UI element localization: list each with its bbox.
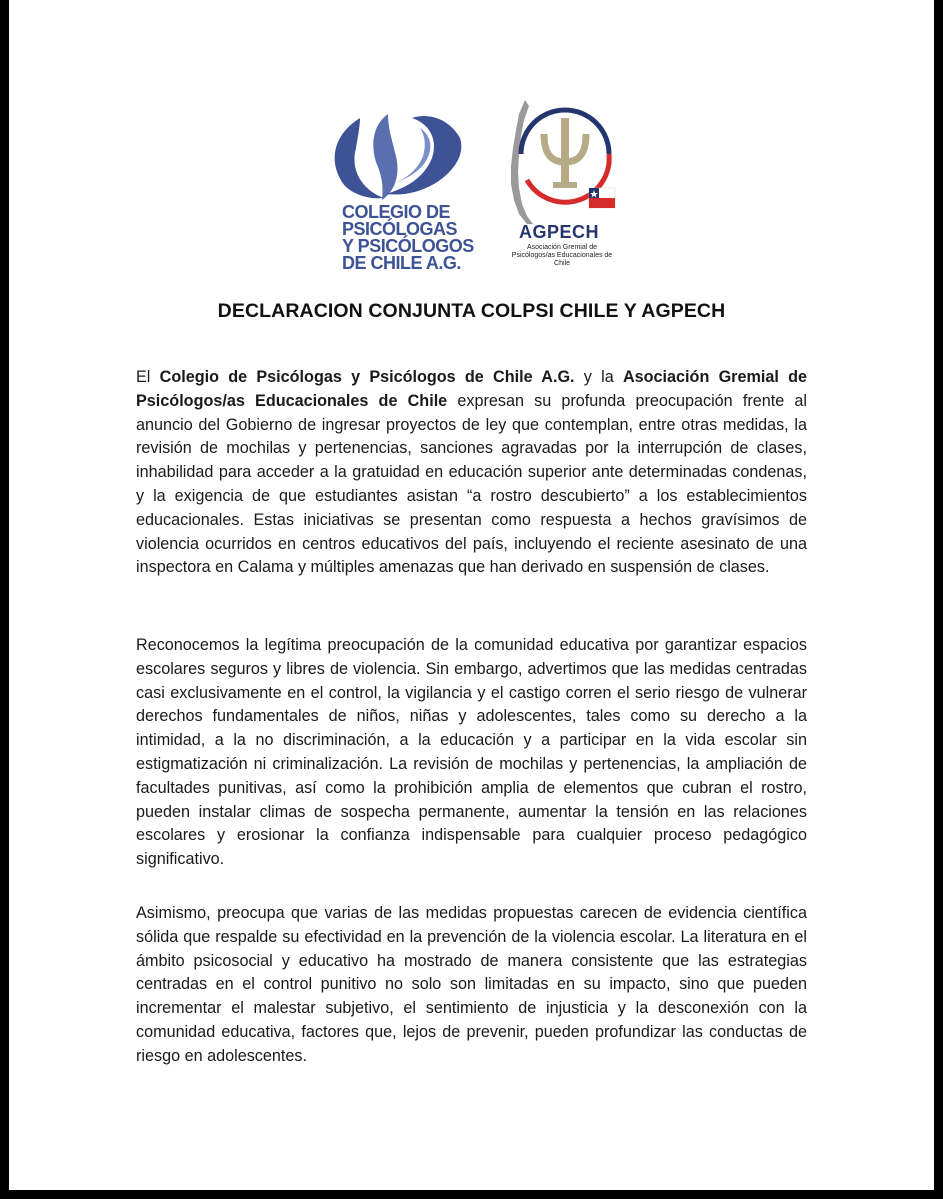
paragraph-1-intro: El bbox=[136, 368, 160, 386]
agpech-subtitle-line-1: Asociación Gremial de bbox=[526, 244, 598, 251]
agpech-logo bbox=[497, 96, 627, 276]
paragraph-1-org-agpech: Asociación Gremial de Psicólogos/as Educacionales de Chile bbox=[136, 368, 807, 410]
colegio-name-line-2: PSICÓLOGAS bbox=[342, 219, 458, 239]
psi-swoosh-icon bbox=[326, 108, 466, 208]
agpech-subtitle bbox=[497, 244, 627, 268]
colegio-name bbox=[342, 204, 474, 272]
paragraph-3: Asimismo, preocupa que varias de las medidas propuestas carecen de evidencia científica sólida que respalde su efectividad en la prevención de la violencia escolar. La literatura en el ámbito psicosocial y educativo ha mostrado de manera consistente que las estrategias centradas en el control punitivo no solo son limitadas en su impacto, sino que pueden incrementar el malestar subjetivo, el sentimiento de injusticia y la desconexión con la comunidad educativa, factores que, lejos de prevenir, pueden profundizar las conductas de riesgo en adolescentes. bbox=[136, 904, 807, 1065]
paragraph-2: Reconocemos la legítima preocupación de la comunidad educativa por garantizar espacios escolares seguros y libres de violencia. Sin embargo, advertimos que las medidas centradas casi exclusivamente en el control, la vigilancia y el castigo corren el serio riesgo de vulnerar derechos fundamentales de niños, niñas y adolescentes, tales como su derecho a la intimidad, a la no discriminación, a la educación y a participar en la vida escolar sin estigmatización ni criminalización. La revisión de mochilas y pertenencias, la ampliación de facultades punitivas, así como la prohibición amplia de elementos que cubran el rostro, pueden instalar climas de sospecha permanente, aumentar la tensión en las relaciones escolares y erosionar la confianza indispensable para cualquier proceso pedagógico significativo. bbox=[136, 636, 807, 869]
paragraph-1-connector: y la bbox=[574, 368, 623, 386]
agpech-acronym: AGPECH bbox=[519, 222, 600, 242]
paragraph-1 bbox=[136, 366, 807, 580]
colegio-name-line-4: DE CHILE A.G. bbox=[342, 253, 461, 273]
agpech-subtitle-line-3: Chile bbox=[554, 260, 570, 267]
colegio-name-line-3: Y PSICÓLOGOS bbox=[342, 236, 474, 256]
psi-chile-flag-icon bbox=[497, 96, 627, 226]
paragraph-1-org-colegio: Colegio de Psicólogas y Psicólogos de Chile A.G. bbox=[159, 368, 575, 386]
colegio-logo bbox=[326, 108, 474, 283]
document-title: DECLARACION CONJUNTA COLPSI CHILE Y AGPECH bbox=[217, 300, 726, 322]
agpech-subtitle-line-2: Psicólogos/as Educacionales de bbox=[511, 252, 613, 259]
document-page bbox=[9, 0, 934, 1190]
colegio-name-line-1: COLEGIO DE bbox=[342, 202, 451, 222]
paragraph-1-body: expresan su profunda preocupación frente al anuncio del Gobierno de ingresar proyectos de ley que contemplan, entre otras medidas, la revisión de mochilas y pertenencias, sanciones agravadas por la interrupción de clases, inhabilidad para acceder a la gratuidad en educación superior ante determinadas condenas, y la exigencia de que estudiantes asistan “a rostro descubierto” a los establecimientos educacionales. Estas iniciativas se presentan como respuesta a hechos gravísimos de violencia ocurridos en centros educativos del país, incluyendo el reciente asesinato de una inspectora en Calama y múltiples amenazas que han derivado en suspensión de clases. bbox=[136, 391, 807, 577]
